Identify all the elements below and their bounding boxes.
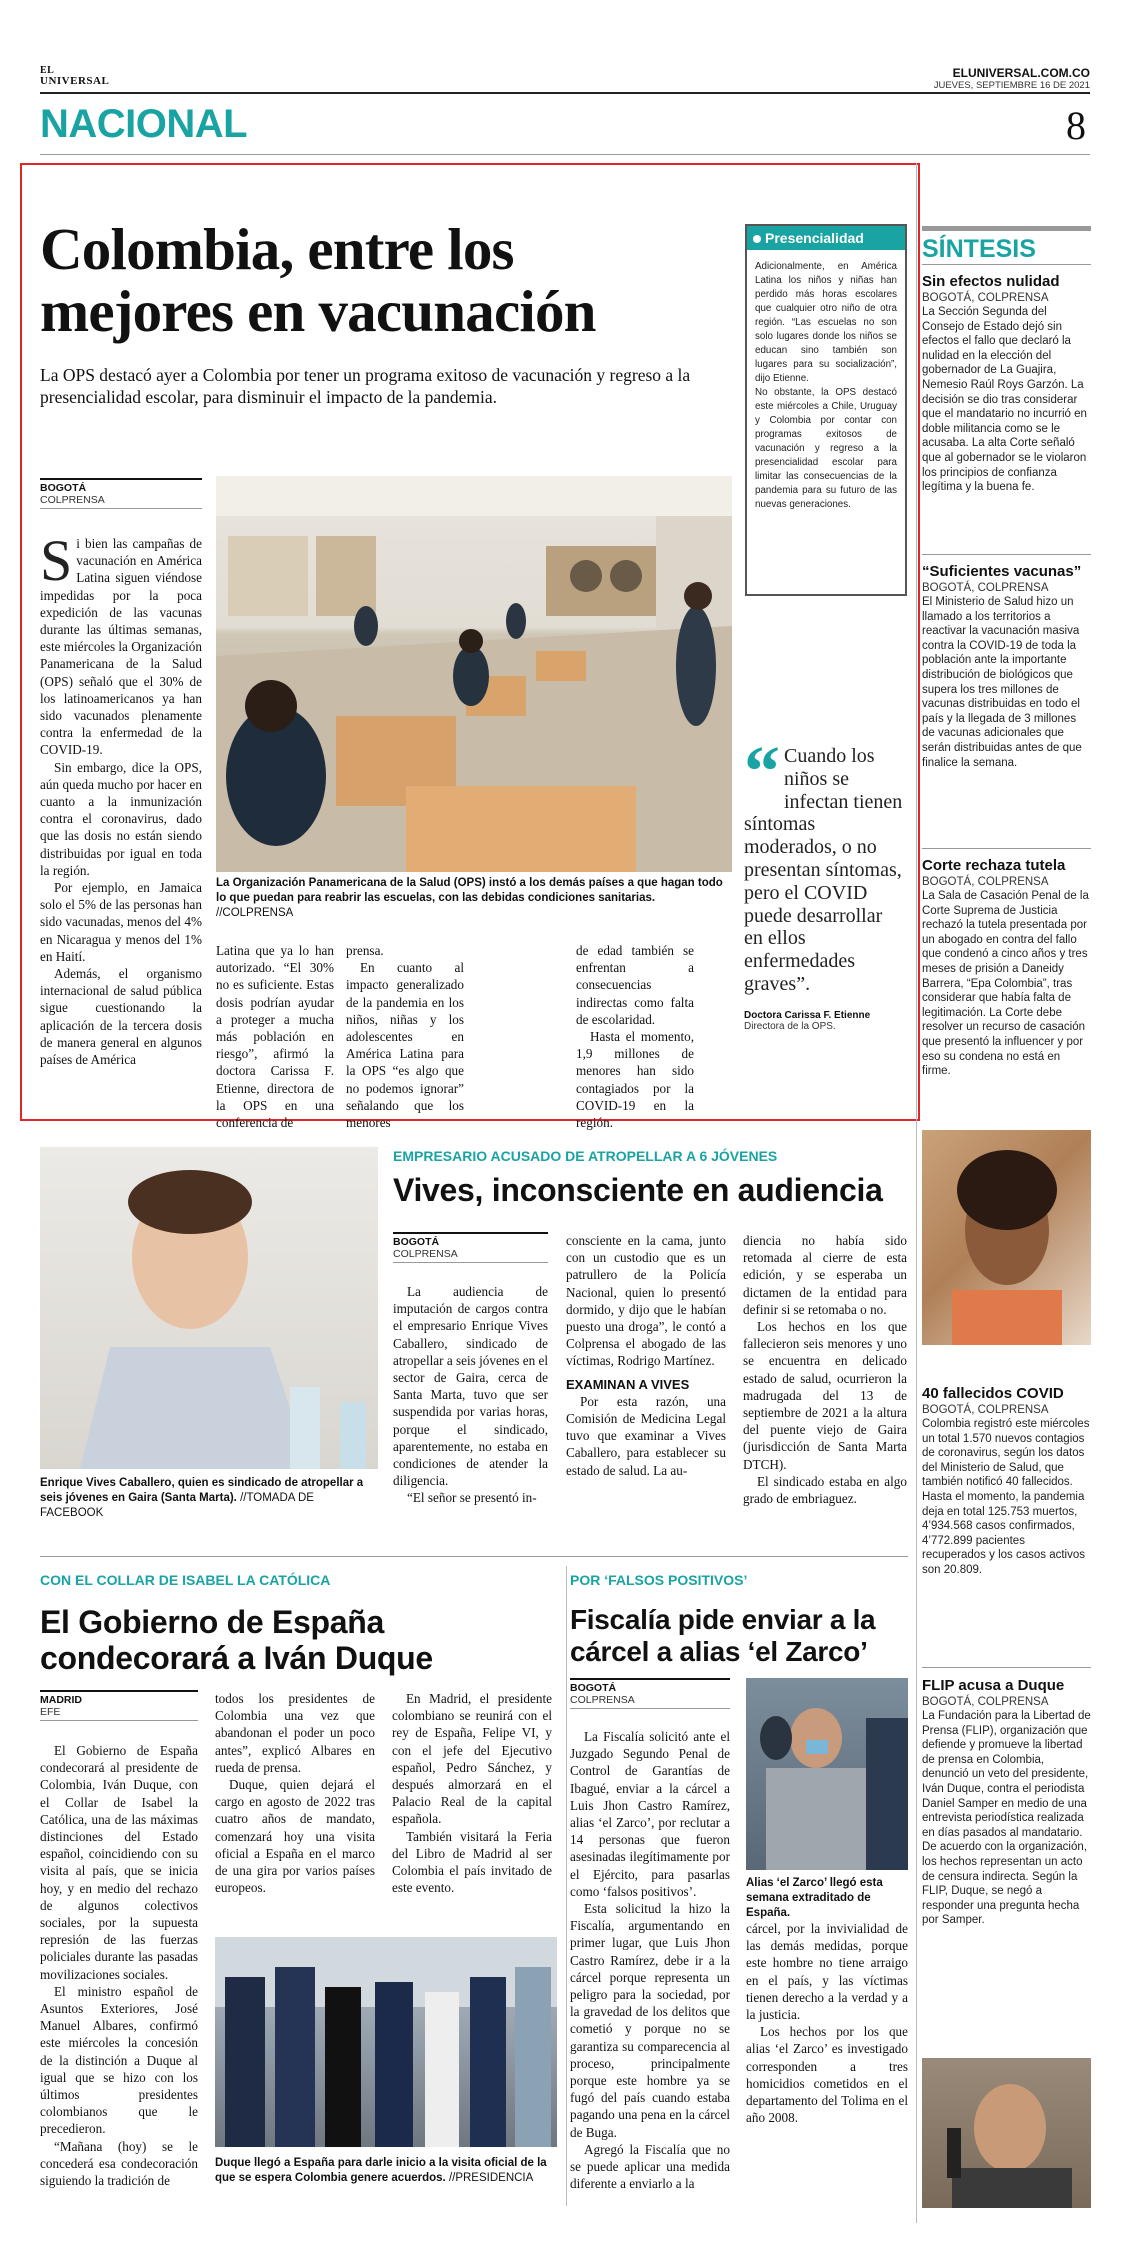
duque-headline: El Gobierno de España condecorará a Iván Duque: [40, 1604, 433, 1676]
duque-paragraph: Duque, quien dejará el cargo en agosto de 2022 tras cuatro años de mandato, comenzará hoy una visita oficial a España en el marco de una gira por varios países europeos.: [215, 1777, 375, 1896]
classroom-illustration: [216, 476, 732, 872]
portrait-illustration: [922, 2058, 1091, 2208]
sidebar-item-body: La Fundación para la Libertad de Prensa (FLIP), organización que defiende y promueve la libertad de prensa en Colombia, denunció un veto del presidente, Iván Duque, contra el periodista Daniel Samper en medio de una entrevista periodística realizada en días pasados al mandatario. De acuerdo con la organización, los hechos representan un acto de censura indirecta. Según la FLIP, Duque, se negó a responder una pregunta hecha por Samper.: [922, 1710, 1091, 1927]
lead-byline: [40, 478, 202, 509]
vives-headline: Vives, inconsciente en audiencia: [393, 1172, 883, 1208]
sidebar-divider: [922, 264, 1091, 265]
sidebar-item-title: Sin efectos nulidad: [922, 273, 1060, 290]
lead-paragraph: Por ejemplo, en Jamaica solo el 5% de las personas han sido vacunadas, menos del 4% en Nicaragua y menos del 1% en Haití.: [40, 880, 202, 964]
sidebar-item-title: Corte rechaza tutela: [922, 857, 1066, 874]
quote-role: Directora de la OPS.: [744, 1020, 836, 1032]
vives-subhead: EXAMINAN A VIVES: [566, 1376, 690, 1392]
duque-column-2: [215, 1690, 375, 1896]
ceremony-illustration: [215, 1937, 557, 2147]
lead-paragraph: Sin embargo, dice la OPS, aún queda mucho por hacer en cuanto a la inmunización contra el coronavirus, dado que las dosis no están siendo distribuidas por igual en toda la región.: [40, 759, 202, 878]
section-title: NACIONAL: [40, 102, 248, 146]
arrest-illustration: [746, 1678, 908, 1870]
presencialidad-header: Presencialidad: [747, 226, 905, 250]
vives-paragraph: diencia no había sido retomada al cierre de esta edición, y se esperaba un dictamen de la entidad para definir si se retomaba o no.: [743, 1233, 907, 1317]
sidebar-item-sub: BOGOTÁ, COLPRENSA: [922, 1696, 1049, 1708]
zarco-column-1: [570, 1728, 730, 2192]
duque-paragraph: El Gobierno de España condecorará al presidente de Colombia, Iván Duque, con el Collar de Isabel la Católica, una de las máximas distinciones del Estado español, coincidiendo con su visita al país, que se inicia hoy, y en medio del rechazo de algunos colectivos sociales, por la supuesta represión de las fuerzas policiales durante las pasadas movilizaciones sociales.: [40, 1743, 198, 1982]
vives-column-2: [566, 1232, 726, 1479]
masthead: [40, 66, 1090, 156]
sidebar-item: [922, 563, 1091, 770]
portrait-illustration: [40, 1147, 378, 1469]
zarco-paragraph: Esta solicitud la hizo la Fiscalía, argumentando en primer lugar, que Luis Jhon Castro Ramírez, debe ir a la cárcel porque representa un peligro para la sociedad, por la gravedad de los delitos que cometió y porque no se garantiza su comparecencia al proceso, principalmente porque este hombre ya se fugó del país cuando estaba pagando una pena en la cárcel de Buga.: [570, 1901, 730, 2140]
lead-photo-caption: La Organización Panamericana de la Salud (OPS) instó a los demás países a que hagan todo lo que puedan para reabrir las escuelas, con las debidas condiciones sanitarias. //COLPRENSA: [216, 877, 723, 919]
sidebar-item-body: La Sala de Casación Penal de la Corte Suprema de Justicia rechazó la tutela presentada por un abogado en contra del fallo que condenó a cinco años y tres meses de prisión a Daneidy Barrera, “Epa Colombia”, tras considerar que había falta de legitimación. La Corte debe resolver un recurso de casación que presentó la influencer y por eso su condena no está en firme.: [922, 890, 1089, 1078]
sidebar-item: [922, 1677, 1091, 1928]
byline-city: MADRID: [40, 1690, 198, 1706]
sidebar-man-photo: [922, 2058, 1091, 2208]
byline-city: BOGOTÁ: [570, 1678, 730, 1694]
sidebar-item-sub: BOGOTÁ, COLPRENSA: [922, 292, 1049, 304]
classroom-photo: [216, 476, 732, 872]
byline-agency: COLPRENSA: [570, 1694, 730, 1709]
zarco-photo-caption: Alias ‘el Zarco’ llegó esta semana extraditado de España.: [746, 1877, 883, 1919]
sidebar-divider: [922, 554, 1091, 555]
zarco-paragraph: cárcel, por la invivialidad de las demás medidas, porque este hombre no tiene arraigo en el país, y las víctimas tienen derecho a la verdad y a la justicia.: [746, 1921, 908, 2023]
byline-city: BOGOTÁ: [393, 1232, 548, 1248]
sidebar-item-sub: BOGOTÁ, COLPRENSA: [922, 582, 1049, 594]
section-divider: [40, 1556, 908, 1557]
duque-kicker: CON EL COLLAR DE ISABEL LA CATÓLICA: [40, 1572, 331, 1588]
sidebar-item-sub: BOGOTÁ, COLPRENSA: [922, 876, 1049, 888]
lead-paragraph: En cuanto al impacto generalizado de la pandemia en los niños, niñas y los adolescentes en América Latina para la OPS “es algo que no podemos ignorar” señalando que los menores: [346, 960, 464, 1131]
lead-paragraph: Latina que ya lo han autorizado. “El 30% no es suficiente. Estas dosis podrían ayudar a proteger a mucha más población en riesgo”, afirmó la doctora Carissa F. Etienne, directora de la OPS en una conferencia de: [216, 943, 334, 1131]
duque-column-3: [392, 1690, 552, 1896]
duque-paragraph: El ministro español de Asuntos Exteriores, José Manuel Albares, confirmó este miércoles la concesión de la distinción a Duque al igual que se hizo con los últimos presidentes colombianos que le precedieron.: [40, 1983, 198, 2137]
duque-photo-caption: Duque llegó a España para darle inicio a la visita oficial de la que se espera Colombia genere acuerdos. //PRESIDENCIA: [215, 2157, 547, 2184]
zarco-paragraph: La Fiscalía solicitó ante el Juzgado Segundo Penal de Control de Garantías de Ibagué, enviar a la cárcel a Luis Jhon Castro Ramírez, alias ‘el Zarco’, por reclutar a 14 personas que fueron asesinadas ilegítimamente por el Ejército, para pasarlas como ‘falsos positivos’.: [570, 1729, 730, 1899]
sidebar-woman-photo: [922, 1130, 1091, 1345]
masthead-rule: [40, 92, 1090, 94]
quote-mark-icon: “: [744, 731, 780, 811]
sidebar-item-title: “Suficientes vacunas”: [922, 563, 1082, 580]
vives-paragraph: El sindicado estaba en algo grado de embriaguez.: [743, 1473, 907, 1507]
presencialidad-box: [745, 224, 907, 596]
section-rule: [40, 154, 1090, 155]
vives-paragraph: Por esta razón, una Comisión de Medicina Legal tuvo que examinar a Vives Caballero, para establecer su estado de salud. La au-: [566, 1393, 726, 1478]
lead-column-3: [346, 942, 464, 1131]
column-separator: [916, 163, 917, 2223]
byline-agency: COLPRENSA: [40, 494, 202, 509]
zarco-headline: Fiscalía pide enviar a la cárcel a alias ‘el Zarco’: [570, 1604, 876, 1667]
lead-paragraph: de edad también se enfrentan a consecuencias indirectas como falta de escolaridad.: [576, 943, 694, 1027]
sidebar-item: [922, 857, 1091, 1079]
photo-credit: //COLPRENSA: [216, 907, 294, 919]
lead-deck: La OPS destacó ayer a Colombia por tener un programa exitoso de vacunación y regreso a la presencialidad escolar, para disminuir el impacto de la pandemia.: [40, 365, 691, 407]
sidebar-item-title: 40 fallecidos COVID: [922, 1385, 1064, 1402]
sidebar-item-title: FLIP acusa a Duque: [922, 1677, 1065, 1694]
sidebar-top-rule: [922, 226, 1091, 231]
sidebar-divider: [922, 1667, 1091, 1668]
sidebar-item-body: Colombia registró este miércoles un total 1.570 nuevos contagios de coronavirus, según los datos del Ministerio de Salud, que también notificó 40 fallecidos. Hasta el momento, la pandemia deja en total 125.753 muertos, 4’934.568 casos confirmados, 4’772.899 pacientes recuperados y los casos activos son 20.809.: [922, 1418, 1090, 1576]
zarco-kicker: POR ‘FALSOS POSITIVOS’: [570, 1572, 748, 1588]
vives-photo: [40, 1147, 378, 1469]
zarco-paragraph: Los hechos por los que alias ‘el Zarco’ es investigado corresponden a tres homicidios cometidos en el departamento del Tolima en el año 2008.: [746, 2024, 908, 2126]
vives-kicker: EMPRESARIO ACUSADO DE ATROPELLAR A 6 JÓVENES: [393, 1148, 778, 1164]
byline-agency: EFE: [40, 1706, 198, 1721]
lead-column-1: [40, 528, 202, 1068]
lead-paragraph: Si bien las campañas de vacunación en América Latina siguen viéndose impedidas por la poca expedición de las vacunas durante las últimas semanas, este miércoles la Organización Panamericana de la Salud (OPS) señaló que el 30% de los latinoamericanos ya han sido vacunados plenamente contra la enfermedad de la COVID-19.: [40, 528, 202, 758]
duque-paragraph: todos los presidentes de Colombia una vez que abandonan el poder un poco antes”, explicó Albares en rueda de prensa.: [215, 1691, 375, 1775]
vives-byline: [393, 1232, 548, 1263]
vives-column-3: [743, 1232, 907, 1507]
quote-text: “ Cuando los niños se infectan tienen síntomas moderados, o no presentan síntomas, pero el COVID puede desarrollar en ellos enfermedades graves”.: [744, 731, 903, 995]
column-separator: [566, 1566, 567, 2206]
sidebar-divider: [922, 848, 1091, 849]
drop-cap: S: [40, 528, 73, 593]
page-number: 8: [1066, 103, 1086, 148]
duque-column-1: [40, 1742, 198, 2189]
zarco-byline: [570, 1678, 730, 1709]
pull-quote: [744, 731, 904, 1032]
photo-credit: //TOMADA DE FACEBOOK: [40, 1492, 314, 1519]
byline-agency: COLPRENSA: [393, 1248, 548, 1263]
presencialidad-body: Adicionalmente, en América Latina los niños y niñas han perdido más horas escolares que cualquier otro niño de otra región. “Las escuelas no son solo lugares donde los niños se educan sino también son lugares para su socialización”, dijo Etienne. No obstante, la OPS destacó este miércoles a Chile, Uruguay y Colombia por contar con programas exitosos de vacunación y regreso a la presencialidad escolar para limitar las consecuencias de la pandemia para su futuro de las nuevas generaciones.: [755, 261, 897, 510]
lead-paragraph: Además, el organismo internacional de salud pública sigue cuestionando la aplicación de la tercera dosis de manera general en algunos países de América: [40, 966, 202, 1068]
logo: EL UNIVERSAL: [40, 65, 110, 87]
vives-column-1: [393, 1283, 548, 1507]
vives-paragraph: consciente en la cama, junto con un custodio que es un patrullero de la Policía Nacional, quien lo presentó dormido, y dijo que le habían puesto una droga”, le contó a Colprensa el abogado de las víctimas, Rodrigo Martínez.: [566, 1233, 726, 1369]
portrait-illustration: [922, 1130, 1091, 1345]
sidebar-item: [922, 1385, 1091, 1578]
edition-date: JUEVES, SEPTIEMBRE 16 DE 2021: [933, 80, 1090, 91]
sidebar-item: [922, 273, 1091, 495]
sidebar-title: SÍNTESIS: [922, 235, 1036, 263]
lead-column-2: [216, 942, 334, 1131]
lead-headline: Colombia, entre los mejores en vacunación: [40, 216, 596, 344]
lead-column-4: [576, 942, 694, 1131]
vives-paragraph: “El señor se presentó in-: [407, 1490, 537, 1506]
sidebar-item-body: El Ministerio de Salud hizo un llamado a los territorios a reactivar la vacunación masiva contra la COVID-19 de toda la población ante la importante distribución de biológicos que supera los tres millones de vacunas distribuidas en todo el país y la llegada de 3 millones de vacunas adicionales que serán distribuidas antes de que finalice la semana.: [922, 596, 1082, 769]
site-url: ELUNIVERSAL.COM.CO: [952, 66, 1090, 80]
duque-paragraph: También visitará la Feria del Libro de Madrid al ser Colombia el país invitado de este evento.: [392, 1828, 552, 1896]
duque-paragraph: En Madrid, el presidente colombiano se reunirá con el rey de España, Felipe VI, y con el jefe del Ejecutivo español, Pedro Sánchez, y después almorzará en el Palacio Real de la capital española.: [392, 1691, 552, 1827]
sidebar-item-body: La Sección Segunda del Consejo de Estado dejó sin efectos el fallo que declaró la nulidad en la elección del gobernador de La Guajira, Nemesio Raúl Roys Garzón. La decisión se dio tras considerar que el mandatario no incurrió en doble militancia como se le acusaba. La alta Corte señaló que al gobernador se le violaron los principios de confianza legítima y la buena fe.: [922, 306, 1087, 494]
duque-photo: [215, 1937, 557, 2147]
duque-paragraph: “Mañana (hoy) se le concederá esa condecoración siguiendo la tradición de: [40, 2138, 198, 2189]
zarco-photo: [746, 1678, 908, 1870]
byline-city: BOGOTÁ: [40, 478, 202, 494]
bullet-icon: [753, 235, 761, 243]
vives-paragraph: La audiencia de imputación de cargos contra el empresario Enrique Vives Caballero, sindicado de atropellar a seis jóvenes en el sector de Gaira, cerca de Santa Marta, tuvo que ser suspendida por varias horas, porque el sindicado, aparentemente, no estaba en condiciones de atender la diligencia.: [393, 1284, 548, 1489]
vives-photo-caption: Enrique Vives Caballero, quien es sindicado de atropellar a seis jóvenes en Gaira (Santa Marta). //TOMADA DE FACEBOOK: [40, 1477, 364, 1519]
photo-credit: //PRESIDENCIA: [448, 2172, 534, 2184]
lead-paragraph: prensa.: [346, 943, 384, 958]
vives-paragraph: Los hechos en los que fallecieron seis menores y uno se encuentra en delicado estado de salud, ocurrieron la madrugada del 13 de septiembre de 2021 a la altura del puente viejo de Gaira (jurisdicción de Santa Marta DTCH).: [743, 1319, 907, 1472]
sidebar-item-sub: BOGOTÁ, COLPRENSA: [922, 1404, 1049, 1416]
duque-byline: [40, 1690, 198, 1721]
quote-author: Doctora Carissa F. Etienne: [744, 1009, 871, 1021]
zarco-paragraph: Agregó la Fiscalía que no se puede aplicar una medida diferente a enviarlo a la: [570, 2141, 730, 2192]
zarco-column-2: [746, 1920, 908, 2126]
lead-paragraph: Hasta el momento, 1,9 millones de menores han sido contagiados por la COVID-19 en la región.: [576, 1029, 694, 1131]
